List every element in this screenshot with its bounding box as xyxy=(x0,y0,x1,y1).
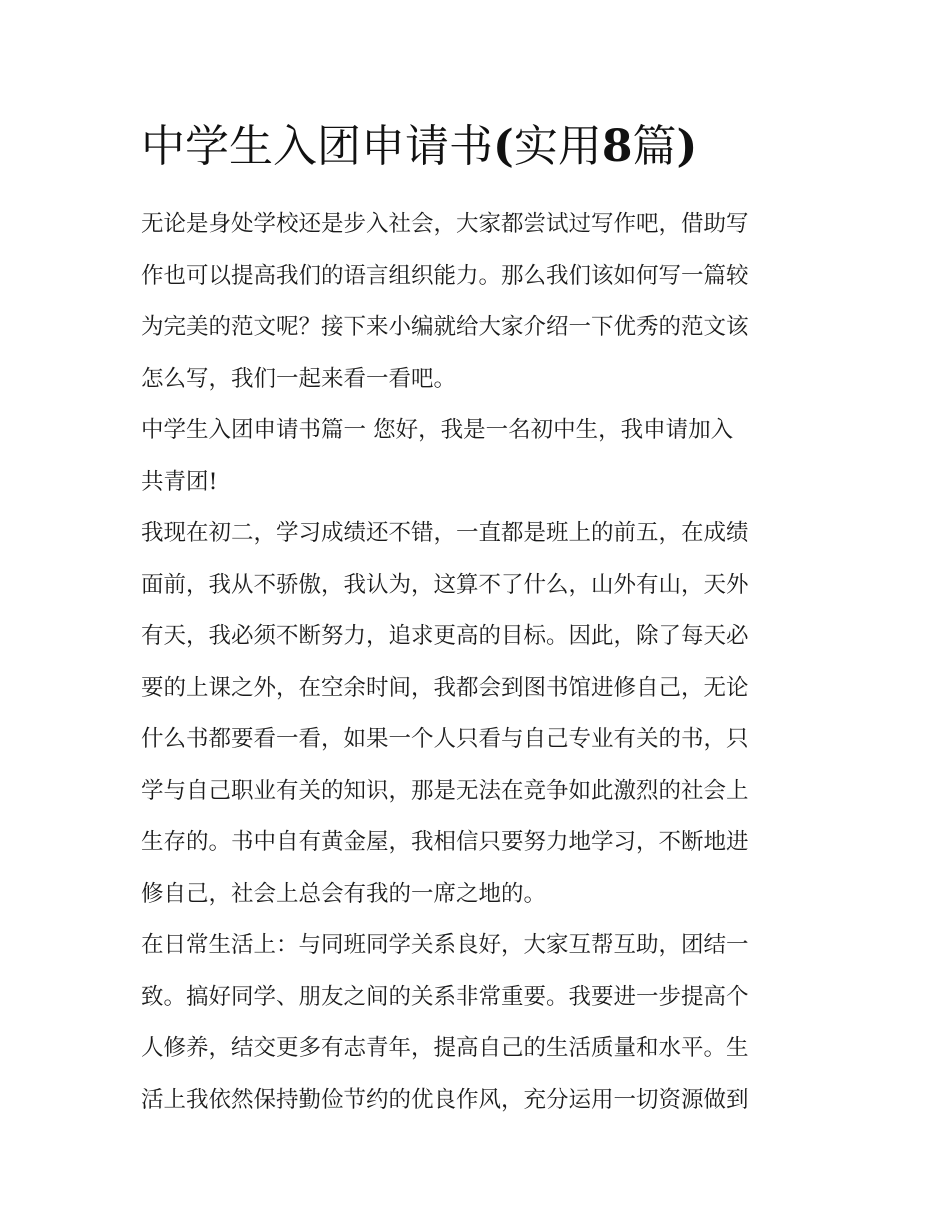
text-line: 有天，我必须不断努力，追求更高的目标。因此，除了每天必 xyxy=(141,623,749,649)
text-line: 人修养，结交更多有志青年，提高自己的生活质量和水平。生 xyxy=(141,1035,749,1061)
text-line: 要的上课之外，在空余时间，我都会到图书馆进修自己，无论 xyxy=(141,674,749,701)
text-line: 为完美的范文呢？接下来小编就给大家介绍一下优秀的范文该 xyxy=(141,314,749,340)
text-line: 活上我依然保持勤俭节约的优良作风，充分运用一切资源做到 xyxy=(141,1086,749,1113)
page-title xyxy=(141,112,841,182)
text-line: 共青团! xyxy=(141,468,218,495)
text-line: 中学生入团申请书篇一 您好，我是一名初中生，我申请加入 xyxy=(141,417,734,443)
document-body xyxy=(141,199,821,1126)
text-line: 作也可以提高我们的语言组织能力。那么我们该如何写一篇较 xyxy=(141,262,749,289)
text-line: 致。搞好同学、朋友之间的关系非常重要。我要进一步提高个 xyxy=(141,983,749,1010)
intro-paragraph xyxy=(141,199,821,405)
text-line: 我现在初二，学习成绩还不错，一直都是班上的前五，在成绩 xyxy=(141,520,749,546)
title-practical: 实用 xyxy=(513,121,602,172)
text-line: 学与自己职业有关的知识，那是无法在竞争如此激烈的社会上 xyxy=(141,777,749,804)
text-line: 怎么写，我们一起来看一看吧。 xyxy=(141,365,457,392)
text-line: 什么书都要看一看，如果一个人只看与自己专业有关的书，只 xyxy=(141,726,749,752)
title-count: 8 xyxy=(601,121,633,172)
text-line: 无论是身处学校还是步入社会，大家都尝试过写作吧，借助写 xyxy=(141,211,749,237)
text-line: 生存的。书中自有黄金屋，我相信只要努力地学习，不断地进 xyxy=(141,829,749,855)
text-line: 面前，我从不骄傲，我认为，这算不了什么，山外有山，天外 xyxy=(141,571,749,598)
title-main: 中学生入团申请书 xyxy=(141,121,493,172)
text-line: 在日常生活上：与同班同学关系良好，大家互帮互助，团结一 xyxy=(141,932,749,958)
section-one-heading-paragraph xyxy=(141,405,821,508)
title-articles: 篇 xyxy=(632,121,677,172)
title-close-paren: ) xyxy=(676,121,698,172)
study-paragraph xyxy=(141,508,821,920)
title-open-paren: ( xyxy=(493,121,514,172)
daily-life-paragraph xyxy=(141,920,821,1126)
text-line: 修自己，社会上总会有我的一席之地的。 xyxy=(141,880,547,907)
